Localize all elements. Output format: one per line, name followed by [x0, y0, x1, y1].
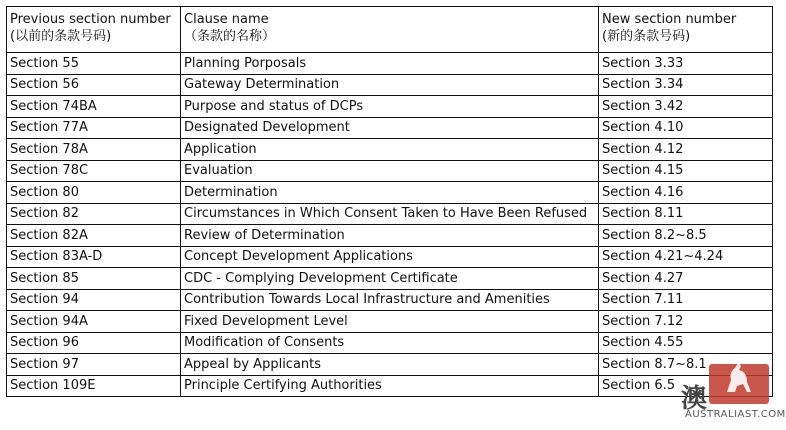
table-row — [7, 289, 773, 311]
clause-name-cell: Determination — [181, 182, 599, 204]
previous-section-cell: Section 78C — [7, 160, 181, 182]
table-body — [7, 53, 773, 397]
header-previous-section-en: Previous section number — [10, 12, 171, 27]
new-section-cell: Section 3.34 — [599, 74, 773, 96]
watermark-logo — [681, 358, 786, 420]
new-section-cell: Section 4.16 — [599, 182, 773, 204]
table-row — [7, 203, 773, 225]
header-row — [7, 7, 773, 53]
previous-section-cell: Section 97 — [7, 354, 181, 376]
previous-section-cell: Section 55 — [7, 53, 181, 75]
table-row — [7, 268, 773, 290]
new-section-cell: Section 6.5 — [599, 375, 773, 397]
previous-section-cell: Section 83A-D — [7, 246, 181, 268]
clause-name-cell: Application — [181, 139, 599, 161]
table-row — [7, 246, 773, 268]
table-header — [7, 7, 773, 53]
table-row — [7, 354, 773, 376]
clause-name-cell: Modification of Consents — [181, 332, 599, 354]
clause-name-cell: Appeal by Applicants — [181, 354, 599, 376]
header-new-section-zh: (新的条款号码) — [602, 29, 691, 44]
table-row — [7, 182, 773, 204]
new-section-cell: Section 8.2~8.5 — [599, 225, 773, 247]
previous-section-cell: Section 80 — [7, 182, 181, 204]
header-clause-name — [181, 7, 599, 53]
previous-section-cell: Section 82 — [7, 203, 181, 225]
clause-name-cell: Purpose and status of DCPs — [181, 96, 599, 118]
table-row — [7, 96, 773, 118]
header-new-section-en: New section number — [602, 12, 737, 27]
clause-name-cell: Concept Development Applications — [181, 246, 599, 268]
table-row — [7, 53, 773, 75]
clause-name-cell: CDC - Complying Development Certificate — [181, 268, 599, 290]
table-row — [7, 160, 773, 182]
table-row — [7, 332, 773, 354]
new-section-cell: Section 4.27 — [599, 268, 773, 290]
clause-name-cell: Designated Development — [181, 117, 599, 139]
previous-section-cell: Section 77A — [7, 117, 181, 139]
previous-section-cell: Section 94 — [7, 289, 181, 311]
clause-name-cell: Evaluation — [181, 160, 599, 182]
clause-name-cell: Review of Determination — [181, 225, 599, 247]
table-row — [7, 375, 773, 397]
header-new-section — [599, 7, 773, 53]
clause-name-cell: Planning Porposals — [181, 53, 599, 75]
kangaroo-icon — [717, 358, 757, 398]
new-section-cell: Section 4.10 — [599, 117, 773, 139]
header-clause-name-en: Clause name — [184, 12, 269, 27]
table-row — [7, 117, 773, 139]
new-section-cell: Section 3.33 — [599, 53, 773, 75]
previous-section-cell: Section 56 — [7, 74, 181, 96]
new-section-cell: Section 4.12 — [599, 139, 773, 161]
table-row — [7, 139, 773, 161]
previous-section-cell: Section 96 — [7, 332, 181, 354]
new-section-cell: Section 7.11 — [599, 289, 773, 311]
previous-section-cell: Section 82A — [7, 225, 181, 247]
table-row — [7, 311, 773, 333]
table-row — [7, 225, 773, 247]
previous-section-cell: Section 94A — [7, 311, 181, 333]
clause-mapping-table — [6, 6, 773, 397]
table-row — [7, 74, 773, 96]
previous-section-cell: Section 109E — [7, 375, 181, 397]
header-previous-section-zh: (以前的条款号码) — [10, 29, 112, 44]
clause-name-cell: Contribution Towards Local Infrastructure and Amenities — [181, 289, 599, 311]
new-section-cell: Section 8.11 — [599, 203, 773, 225]
clause-name-cell: Fixed Development Level — [181, 311, 599, 333]
clause-name-cell: Gateway Determination — [181, 74, 599, 96]
new-section-cell: Section 7.12 — [599, 311, 773, 333]
new-section-cell: Section 8.7~8.1 — [599, 354, 773, 376]
new-section-cell: Section 4.55 — [599, 332, 773, 354]
header-clause-name-zh: （条款的名称） — [184, 29, 276, 44]
previous-section-cell: Section 74BA — [7, 96, 181, 118]
new-section-cell: Section 4.21~4.24 — [599, 246, 773, 268]
watermark-glyph: 澳 — [681, 384, 708, 414]
clause-name-cell: Principle Certifying Authorities — [181, 375, 599, 397]
header-previous-section — [7, 7, 181, 53]
watermark-brand: AUSTRALIAST.COM — [685, 409, 786, 420]
previous-section-cell: Section 85 — [7, 268, 181, 290]
previous-section-cell: Section 78A — [7, 139, 181, 161]
clause-name-cell: Circumstances in Which Consent Taken to Have Been Refused — [181, 203, 599, 225]
new-section-cell: Section 3.42 — [599, 96, 773, 118]
new-section-cell: Section 4.15 — [599, 160, 773, 182]
